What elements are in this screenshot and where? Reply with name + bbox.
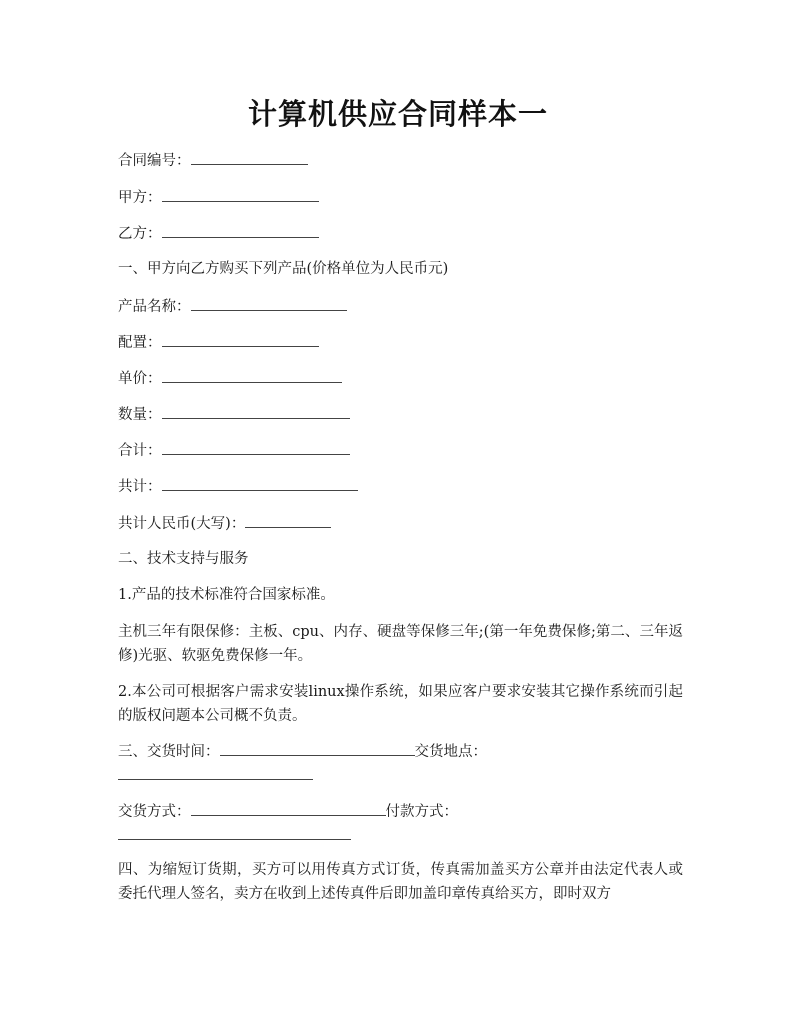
quantity-field <box>118 404 350 425</box>
subtotal-label: 合计： <box>118 443 162 459</box>
quantity-label: 数量： <box>118 407 162 423</box>
warranty-paragraph: 主机三年有限保修：主板、cpu、内存、硬盘等保修三年;(第一年免费保修;第二、三年返修)光驱、软驱免费保修一年。 <box>118 624 683 664</box>
total-rmb-caps-blank <box>245 513 331 528</box>
config-blank <box>162 332 319 347</box>
payment-method-blank <box>118 838 351 840</box>
subtotal-blank <box>162 440 350 455</box>
section-4-paragraph: 四、为缩短订货期，买方可以用传真方式订货，传真需加盖买方公章并由法定代表人或委托代理人签名，卖方在收到上述传真件后即加盖印章传真给买方，即时双方 <box>118 862 683 902</box>
total-field <box>118 476 358 497</box>
total-rmb-caps-label: 共计人民币(大写)： <box>118 516 246 532</box>
delivery-method-field <box>118 801 458 822</box>
quantity-blank <box>162 404 350 419</box>
delivery-method-label: 交货方式： <box>118 804 191 820</box>
delivery-time-blank <box>220 741 415 756</box>
section-1-heading: 一、甲方向乙方购买下列产品(价格单位为人民币元) <box>118 261 449 277</box>
unit-price-field <box>118 368 342 389</box>
party-a-field <box>118 187 319 208</box>
unit-price-blank <box>162 368 342 383</box>
config-label: 配置： <box>118 335 162 351</box>
unit-price-label: 单价： <box>118 371 162 387</box>
config-field <box>118 332 319 353</box>
total-rmb-caps-field <box>118 513 331 534</box>
section-2-item-1: 1.产品的技术标准符合国家标准。 <box>118 587 335 603</box>
party-a-blank <box>162 187 319 202</box>
delivery-place-label: 交货地点： <box>414 744 487 760</box>
party-b-field <box>118 223 319 244</box>
subtotal-field <box>118 440 350 461</box>
product-name-label: 产品名称： <box>118 299 191 315</box>
delivery-time-field <box>118 741 487 762</box>
total-blank <box>162 476 358 491</box>
party-b-label: 乙方： <box>118 226 162 242</box>
party-a-label: 甲方： <box>118 190 162 206</box>
payment-method-label: 付款方式： <box>385 804 458 820</box>
section-2-heading: 二、技术支持与服务 <box>118 551 249 567</box>
delivery-place-blank <box>118 778 313 780</box>
section-2-item-2: 2.本公司可根据客户需求安装linux操作系统，如果应客户要求安装其它操作系统而引起的版权问题本公司概不负责。 <box>118 684 683 724</box>
contract-number-label: 合同编号： <box>118 153 191 169</box>
product-name-blank <box>191 296 347 311</box>
delivery-time-label: 三、交货时间： <box>118 744 220 760</box>
contract-number-blank <box>191 150 308 165</box>
delivery-method-blank <box>191 801 386 816</box>
party-b-blank <box>162 223 319 238</box>
product-name-field <box>118 296 347 317</box>
total-label: 共计： <box>118 479 162 495</box>
document-title: 计算机供应合同样本一 <box>247 97 548 131</box>
contract-number-field <box>118 150 308 171</box>
